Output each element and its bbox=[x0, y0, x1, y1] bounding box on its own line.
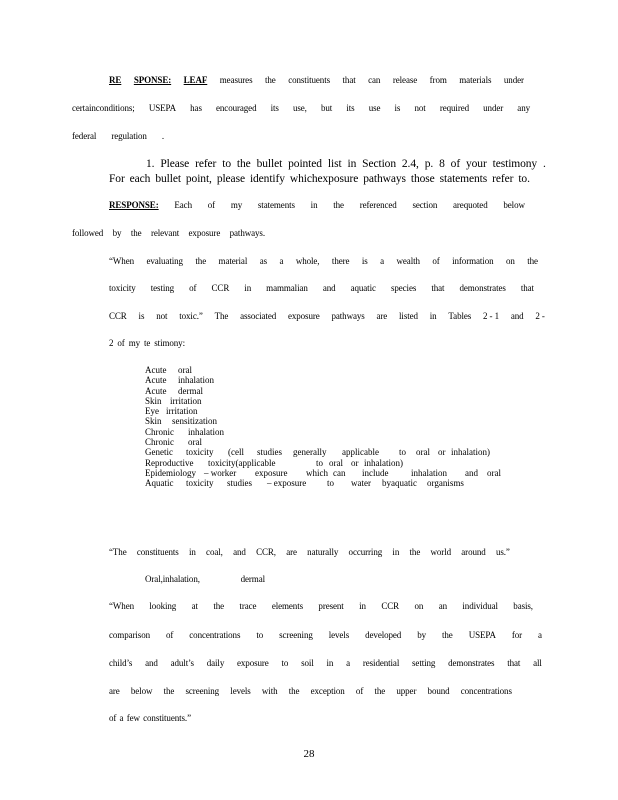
quote-2: “The constituents in coal, and CCR, are naturally occurring in the world around us.” bbox=[109, 547, 510, 557]
question-1-line-1: 1. Please refer to the bullet pointed list in Section 2.4, p. 8 of your testimony . bbox=[146, 158, 546, 170]
quote-1-line-1: “When evaluating the material as a whole, there is a wealth of information on the bbox=[109, 256, 538, 266]
quote-3-line-5: of a few constituents.” bbox=[109, 713, 191, 723]
quote-3-line-4: are below the screening levels with the exception of the upper bound concentrations bbox=[109, 686, 512, 696]
quote-3-line-1: “When looking at the trace elements present in CCR on an individual basis, bbox=[109, 601, 533, 611]
response-2-line-2: followed by the relevant exposure pathways. bbox=[72, 228, 265, 238]
quote-3-line-3: child’s and adult’s daily exposure to soil in a residential setting demonstrates that all bbox=[109, 658, 542, 668]
quote-3-line-2: comparison of concentrations to screening levels developed by the USEPA for a bbox=[109, 630, 542, 640]
quote-1-line-4: 2 of my te stimony: bbox=[109, 338, 185, 348]
page-number: 28 bbox=[303, 748, 315, 760]
question-1-line-2: For each bullet point, please identify whichexposure pathways those statements refer to. bbox=[109, 173, 530, 185]
quote-2-pathway: Oral,inhalation, dermal bbox=[145, 574, 265, 584]
response-1-line-3: federal regulation . bbox=[72, 131, 164, 141]
response-1-line-1: RE SPONSE: LEAF measures the constituents that can release from materials under bbox=[109, 75, 524, 85]
quote-1-line-3: CCR is not toxic.” The associated exposure pathways are listed in Tables 2 - 1 and 2 - bbox=[109, 311, 545, 321]
response-2-line-1: RESPONSE: Each of my statements in the referenced section arequoted below bbox=[109, 200, 525, 210]
quote-1-line-2: toxicity testing of CCR in mammalian and aquatic species that demonstrates that bbox=[109, 283, 534, 293]
response-1-line-2: certainconditions; USEPA has encouraged its use, but its use is not required under any bbox=[72, 103, 530, 113]
